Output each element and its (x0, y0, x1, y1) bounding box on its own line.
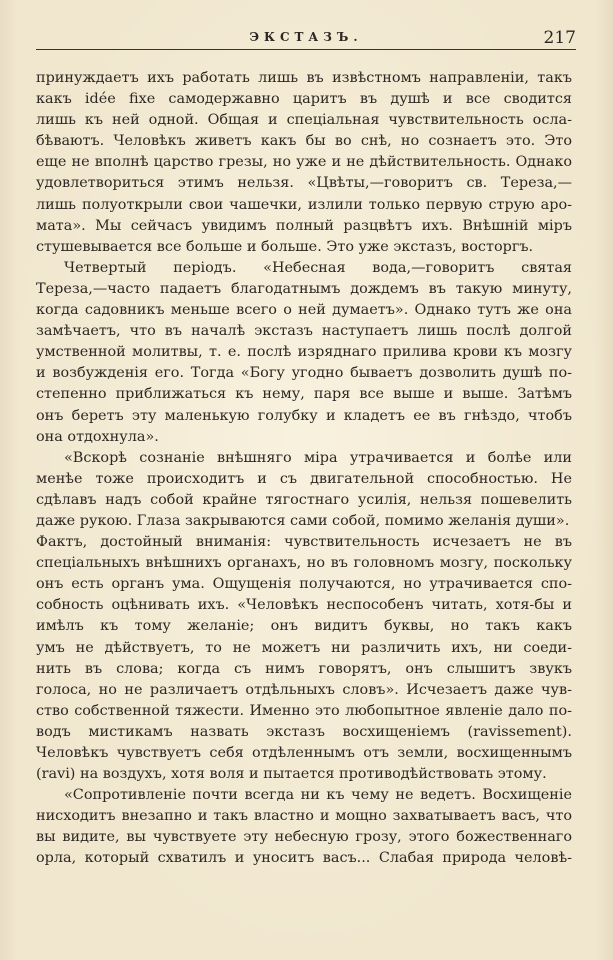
text-line: голоса, но не различаетъ отдѣльныхъ словъ». Исчезаетъ даже чув- (36, 681, 572, 698)
text-line: степенно приближаться къ нему, паря все выше и выше. Затѣмъ (36, 386, 572, 403)
text-line: и возбужденія его. Тогда «Богу угодно бываетъ дозволить душѣ по- (36, 365, 572, 382)
text-line: замѣчаетъ, что въ началѣ экстазъ наступаетъ лишь послѣ долгой (36, 323, 572, 340)
text-line: когда садовникъ меньше всего о ней думаетъ». Однако тутъ же она (36, 302, 572, 319)
text-line: сдѣлавъ надъ собой крайне тягостнаго усилія, нельзя пошевелить (36, 491, 572, 508)
text-line: Фактъ, достойный вниманія: чувствительность исчезаетъ не въ (36, 534, 572, 551)
text-line: «Сопротивленіе почти всегда ни къ чему не ведетъ. Восхищеніе (64, 787, 572, 804)
text-line: собность оцѣнивать ихъ. «Человѣкъ неспособенъ читать, хотя-бы и (36, 597, 572, 614)
text-line: она отдохнула». (36, 428, 159, 445)
page-number: 217 (543, 28, 576, 48)
text-line: лишь къ ней одной. Общая и спеціальная чувствительность осла- (36, 112, 572, 129)
body-text (36, 68, 572, 870)
page-header (36, 28, 576, 50)
text-line: (ravi) на воздухъ, хотя воля и пытается противодѣйствовать этому. (36, 766, 547, 783)
text-line: какъ idée fixe самодержавно царитъ въ душѣ и все сводится (36, 91, 572, 108)
text-line: имѣлъ къ тому желаніе; онъ видитъ буквы, но такъ какъ (36, 618, 572, 635)
text-line: вы видите, вы чувствуете эту небесную грозу, этого божественнаго (36, 829, 572, 846)
text-line: мата». Мы сейчасъ увидимъ полный разцвѣтъ ихъ. Внѣшній міръ (36, 217, 572, 234)
text-line: лишь полуоткрыли свои чашечки, излили только первую струю аро- (36, 196, 572, 213)
text-line: орла, который схватилъ и уноситъ васъ... Слабая природа человѣ- (36, 850, 572, 867)
text-line: умственной молитвы, т. е. послѣ изряднаго прилива крови къ мозгу (36, 344, 572, 361)
text-line: принуждаетъ ихъ работать лишь въ извѣстномъ направленіи, такъ (36, 70, 572, 86)
text-line: еще не вполнѣ царство грезы, но уже и не дѣйствительность. Однако (36, 154, 572, 171)
text-line: менѣе тоже происходитъ и съ двигательной способностью. Не (36, 470, 572, 487)
text-line: нисходитъ внезапно и такъ властно и мощно захватываетъ васъ, что (36, 808, 572, 825)
text-line: бѣваютъ. Человѣкъ живетъ какъ бы во снѣ, но сознаетъ это. Это (36, 133, 572, 150)
text-line: онъ есть органъ ума. Ощущенія получаются, но утрачивается спо- (36, 576, 572, 593)
text-line: Человѣкъ чувствуетъ себя отдѣленнымъ отъ земли, восхищеннымъ (36, 745, 572, 761)
text-line: удовлетвориться этимъ нельзя. «Цвѣты,—говоритъ св. Тереза,— (36, 175, 572, 192)
text-line: нить въ слова; когда съ нимъ говорятъ, онъ слышитъ звукъ (36, 660, 572, 677)
text-line: даже рукою. Глаза закрываются сами собой, помимо желанія души». (36, 512, 570, 529)
text-line: спеціальныхъ внѣшнихъ органахъ, но въ головномъ мозгу, поскольку (36, 555, 572, 572)
text-line: стушевывается все больше и больше. Это уже экстазъ, восторгъ. (36, 238, 534, 255)
header-rule (36, 49, 576, 50)
text-line: «Вскорѣ сознаніе внѣшняго міра утрачивается и болѣе или (64, 449, 572, 466)
text-line: онъ беретъ эту маленькую голубку и кладетъ ее въ гнѣздо, чтобъ (36, 407, 572, 424)
text-line: Тереза,—часто падаетъ благодатнымъ дождемъ въ такую минуту, (36, 280, 572, 297)
text-line: водъ мистикамъ назвать экстазъ восхищеніемъ (ravissement). (36, 723, 572, 740)
text-line: Четвертый періодъ. «Небесная вода,—говоритъ святая (64, 259, 572, 276)
text-line: ство собственной тяжести. Именно это любопытное явленіе дало по- (36, 702, 572, 719)
text-line: умъ не дѣйствуетъ, то не можетъ ни различить ихъ, ни соеди- (36, 639, 572, 656)
running-title: ЭКСТАЗЪ. (249, 30, 363, 44)
